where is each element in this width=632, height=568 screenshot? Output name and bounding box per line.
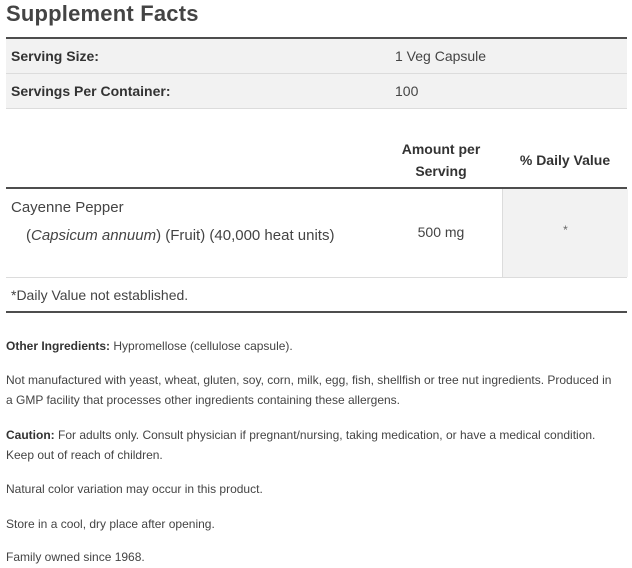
- ingredient-daily-value: *: [563, 223, 568, 237]
- servings-per-container-label: Servings Per Container:: [11, 83, 171, 99]
- color-variation-note: Natural color variation may occur in this product.: [6, 482, 263, 496]
- ingredient-name: Cayenne Pepper: [11, 199, 124, 216]
- ingredient-amount: 500 mg: [417, 224, 465, 240]
- bottom-divider: [6, 311, 627, 313]
- other-ingredients-note: [6, 336, 616, 356]
- amount-per-serving-header: [389, 138, 493, 182]
- ingredient-row: [6, 189, 627, 278]
- allergen-note: Not manufactured with yeast, wheat, gluten, soy, corn, milk, egg, fish, shellfish or tree nut ingredients. Produced in a GMP facility that processes other ingredients containing these allergens.: [6, 373, 612, 407]
- page-title: Supplement Facts: [6, 1, 199, 26]
- desc-rest: ) (Fruit) (40,000 heat units): [156, 227, 335, 244]
- other-ingredients-label: Other Ingredients:: [6, 339, 111, 353]
- caution-note: [6, 425, 616, 465]
- serving-size-row: [6, 39, 627, 74]
- caution-label: Caution:: [6, 428, 55, 442]
- amount-header-line2: Serving: [415, 163, 467, 179]
- other-ingredients-text: Hypromellose (cellulose capsule).: [110, 339, 293, 353]
- serving-size-label: Serving Size:: [11, 48, 99, 64]
- ingredient-description: [26, 223, 346, 248]
- ingredient-botanical-name: Capsicum annuum: [31, 227, 157, 244]
- daily-value-cell: [502, 189, 628, 277]
- caution-text: For adults only. Consult physician if pregnant/nursing, taking medication, or have a medical condition. Keep out of reach of children.: [6, 428, 596, 462]
- storage-note: Store in a cool, dry place after opening.: [6, 517, 215, 531]
- servings-per-container-row: [6, 74, 627, 109]
- desc-open-paren: (: [26, 227, 31, 244]
- daily-value-footnote: *Daily Value not established.: [11, 287, 189, 303]
- servings-per-container-value: 100: [395, 83, 419, 99]
- serving-size-value: 1 Veg Capsule: [395, 48, 487, 64]
- daily-value-header: % Daily Value: [519, 152, 611, 168]
- amount-header-line1: Amount per: [401, 141, 481, 157]
- family-owned-note: Family owned since 1968.: [6, 550, 145, 564]
